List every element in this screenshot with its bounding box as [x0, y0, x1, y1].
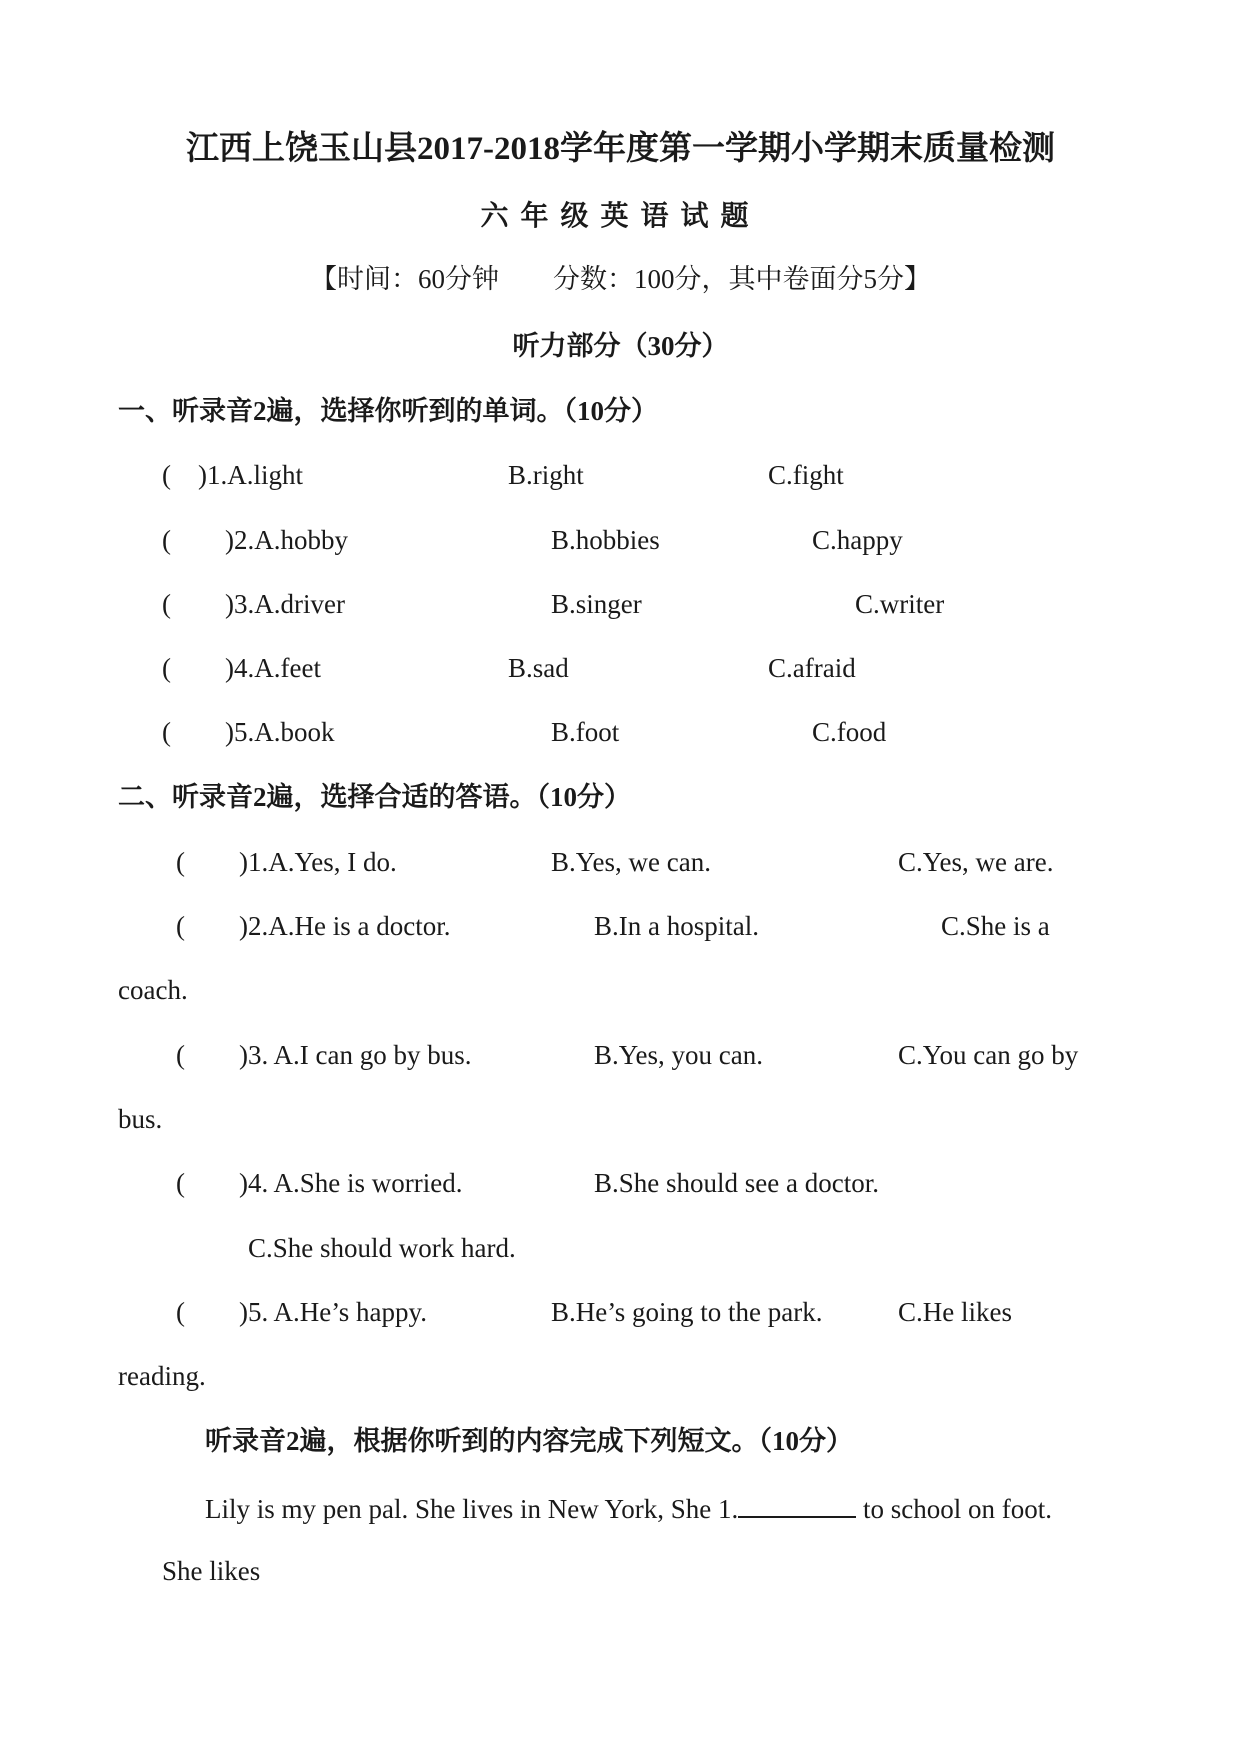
- s2-q3-a: ( )3. A.I can go by bus.: [176, 1040, 472, 1070]
- s1-q4-b: B.sad: [508, 653, 569, 683]
- passage-text-2: to school on foot.: [856, 1494, 1052, 1524]
- s2-q1-b: B.Yes, we can.: [551, 847, 711, 877]
- s1-q3-a: ( )3.A.driver: [162, 589, 345, 619]
- s2-q1-c: C.Yes, we are.: [898, 847, 1054, 877]
- s2-q1-a: ( )1.A.Yes, I do.: [176, 847, 397, 877]
- exam-title: 江西上饶玉山县2017-2018学年度第一学期小学期末质量检测: [186, 131, 1055, 167]
- answer-blank-1[interactable]: [738, 1494, 856, 1518]
- section3-heading: 听录音2遍，根据你听到的内容完成下列短文。（10分）: [205, 1426, 853, 1456]
- s2-q4-c: C.She should work hard.: [248, 1233, 516, 1263]
- s1-q1-a: ( )1.A.light: [162, 460, 303, 490]
- s2-q2-wrap: coach.: [118, 975, 188, 1005]
- s2-q4-b: B.She should see a doctor.: [594, 1168, 879, 1198]
- s1-q2-b: B.hobbies: [551, 525, 660, 555]
- s2-q3-c: C.You can go by: [898, 1040, 1079, 1070]
- s2-q2-c: C.She is a: [941, 911, 1050, 941]
- part-heading: 听力部分（30分）: [512, 331, 729, 361]
- section2-heading: 二、听录音2遍，选择合适的答语。（10分）: [118, 782, 631, 812]
- s1-q5-c: C.food: [812, 717, 887, 747]
- s2-q4-a: ( )4. A.She is worried.: [176, 1168, 463, 1198]
- s2-q5-c: C.He likes: [898, 1297, 1012, 1327]
- s1-q3-c: C.writer: [855, 589, 945, 619]
- section1-heading: 一、听录音2遍，选择你听到的单词。（10分）: [118, 396, 658, 426]
- s1-q5-b: B.foot: [551, 717, 620, 747]
- s2-q2-a: ( )2.A.He is a doctor.: [176, 911, 451, 941]
- s1-q4-c: C.afraid: [768, 653, 856, 683]
- passage-line-1: [205, 1494, 1052, 1523]
- s2-q3-wrap: bus.: [118, 1104, 163, 1134]
- passage-line-2: She likes: [162, 1556, 261, 1586]
- exam-info: 【时间：60分钟 分数：100分，其中卷面分5分】: [310, 264, 931, 294]
- s1-q4-a: ( )4.A.feet: [162, 653, 321, 683]
- s1-q2-a: ( )2.A.hobby: [162, 525, 348, 555]
- s1-q2-c: C.happy: [812, 525, 903, 555]
- s2-q5-a: ( )5. A.He’s happy.: [176, 1297, 427, 1327]
- exam-subtitle: 六年级英语试题: [480, 201, 761, 232]
- passage-text-1: Lily is my pen pal. She lives in New York, She 1.: [205, 1494, 739, 1524]
- s1-q1-c: C.fight: [768, 460, 844, 490]
- s2-q5-b: B.He’s going to the park.: [551, 1297, 823, 1327]
- s1-q3-b: B.singer: [551, 589, 642, 619]
- s2-q5-wrap: reading.: [118, 1361, 206, 1391]
- s2-q2-b: B.In a hospital.: [594, 911, 759, 941]
- s2-q3-b: B.Yes, you can.: [594, 1040, 764, 1070]
- s1-q5-a: ( )5.A.book: [162, 717, 335, 747]
- s1-q1-b: B.right: [508, 460, 584, 490]
